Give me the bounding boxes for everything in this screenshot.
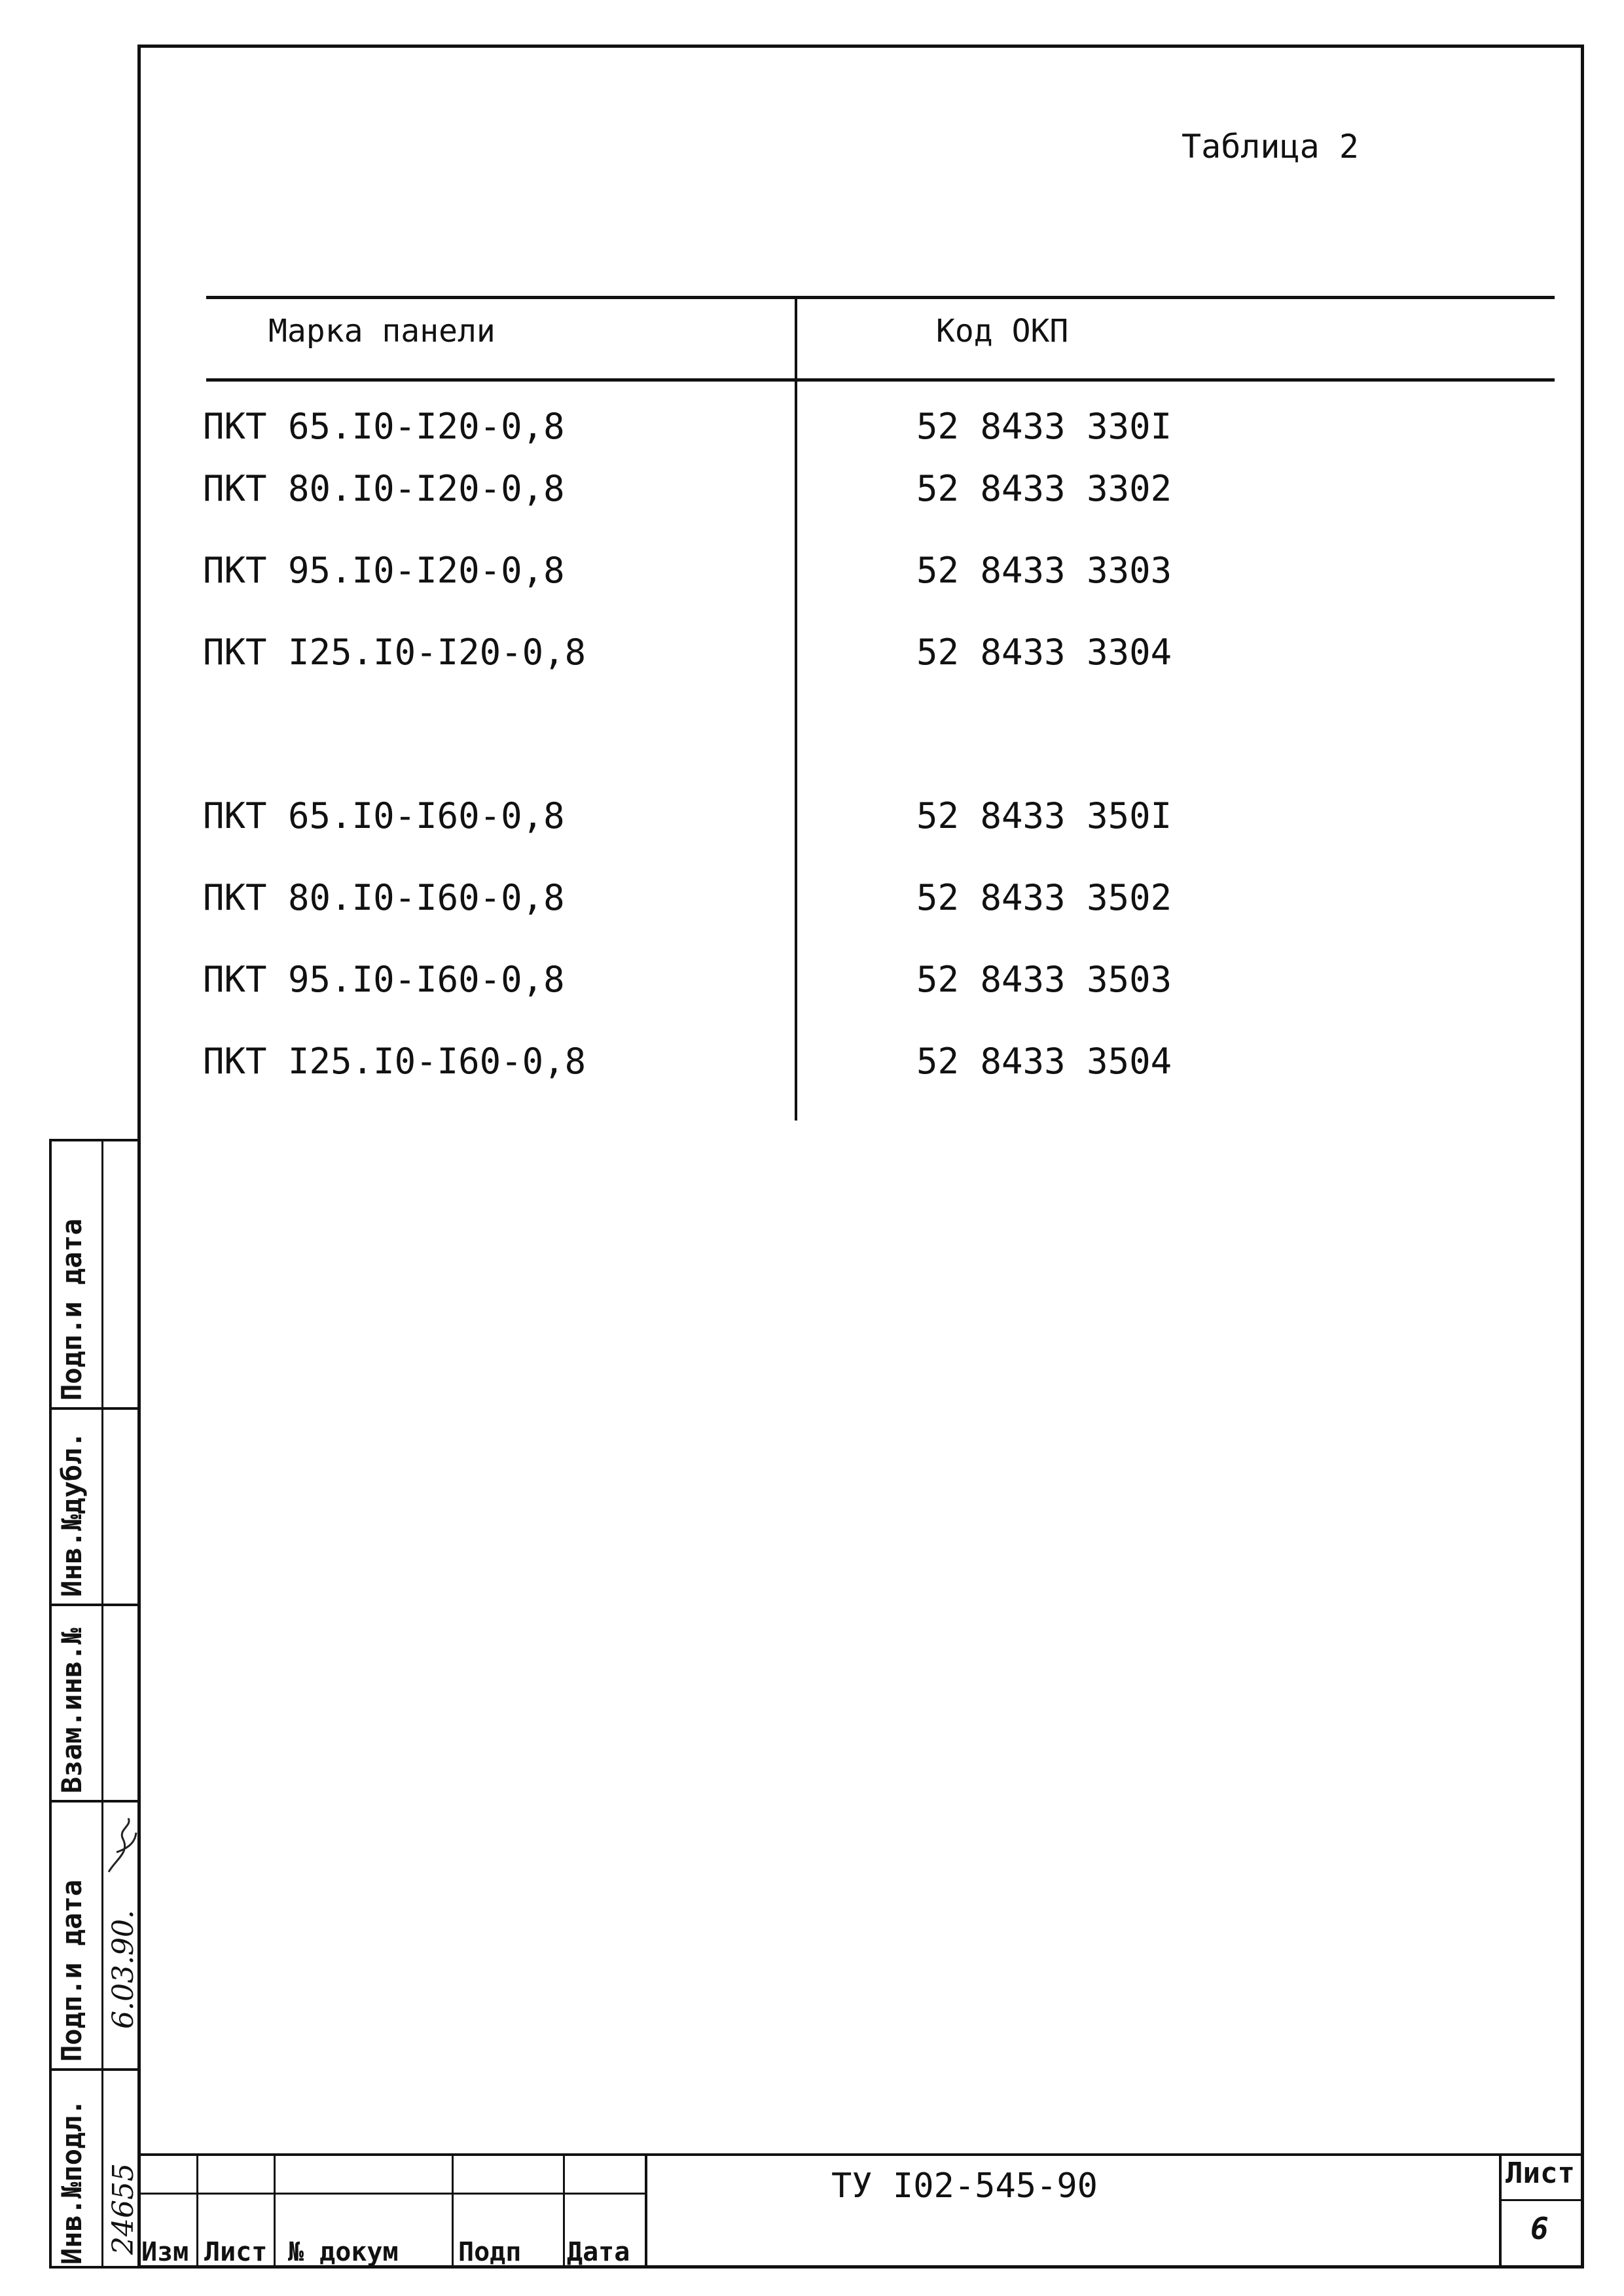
row-mark: ПКТ 80.I0-I20-0,8 [203,468,565,509]
side-label-sign-date-2: Подп.и дата [56,1218,88,1401]
stamp-top-rule [137,2153,1584,2156]
stamp-sheet-rule [1499,2199,1584,2201]
row-mark: ПКТ 65.I0-I60-0,8 [203,795,565,836]
row-mark: ПКТ 95.I0-I60-0,8 [203,959,565,1000]
stamp-col-change: Изм [141,2237,189,2267]
stamp-divider [196,2153,198,2269]
signature-mark [103,1813,140,1878]
header-code: Код ОКП [936,313,1069,350]
side-label-sign-date: Подп.и дата [56,1879,88,2062]
row-code: 52 8433 3503 [916,959,1172,1000]
side-label-replace-inv: Взам.инв.№ [56,1628,88,1793]
side-stamp-rule [49,2068,141,2071]
side-stamp-rule [49,1604,141,1606]
inventory-number-handwritten: 24655 [107,2163,140,2255]
stamp-col-docnum: № докум [288,2237,399,2267]
row-mark: ПКТ I25.I0-I60-0,8 [203,1041,586,1082]
row-mark: ПКТ 65.I0-I20-0,8 [203,406,565,447]
side-stamp-rule [49,1407,141,1410]
stamp-col-sheet: Лист [204,2237,268,2267]
table-caption: Таблица 2 [1182,128,1359,166]
document-number: ТУ I02-545-90 [831,2166,1098,2206]
stamp-divider [274,2153,276,2269]
stamp-divider [645,2153,647,2269]
table-column-divider [795,296,797,1121]
stamp-mid-rule [137,2193,645,2195]
row-mark: ПКТ 80.I0-I60-0,8 [203,877,565,918]
stamp-col-date: Дата [567,2237,630,2267]
header-mark: Марка панели [268,313,496,350]
stamp-divider [1499,2153,1502,2269]
sheet-label: Лист [1506,2157,1575,2190]
row-code: 52 8433 3303 [916,550,1172,591]
row-mark: ПКТ I25.I0-I20-0,8 [203,632,586,673]
row-code: 52 8433 3304 [916,632,1172,673]
side-label-inv-duplicate: Инв.№дубл. [56,1431,88,1597]
table-header-rule [206,378,1555,382]
date-handwritten: 6.03.90. [107,1910,140,2029]
row-code: 52 8433 330I [916,406,1172,447]
row-code: 52 8433 3502 [916,877,1172,918]
stamp-divider [563,2153,565,2269]
table-top-rule [206,296,1555,299]
side-label-inv-original: Инв.№подл. [56,2099,88,2265]
stamp-col-sign: Подп [458,2237,522,2267]
row-code: 52 8433 350I [916,795,1172,836]
side-stamp-divider [101,1139,103,2269]
row-code: 52 8433 3302 [916,468,1172,509]
side-stamp-rule [49,1800,141,1803]
row-mark: ПКТ 95.I0-I20-0,8 [203,550,565,591]
row-code: 52 8433 3504 [916,1041,1172,1082]
sheet-number: 6 [1530,2211,1549,2246]
stamp-divider [452,2153,454,2269]
